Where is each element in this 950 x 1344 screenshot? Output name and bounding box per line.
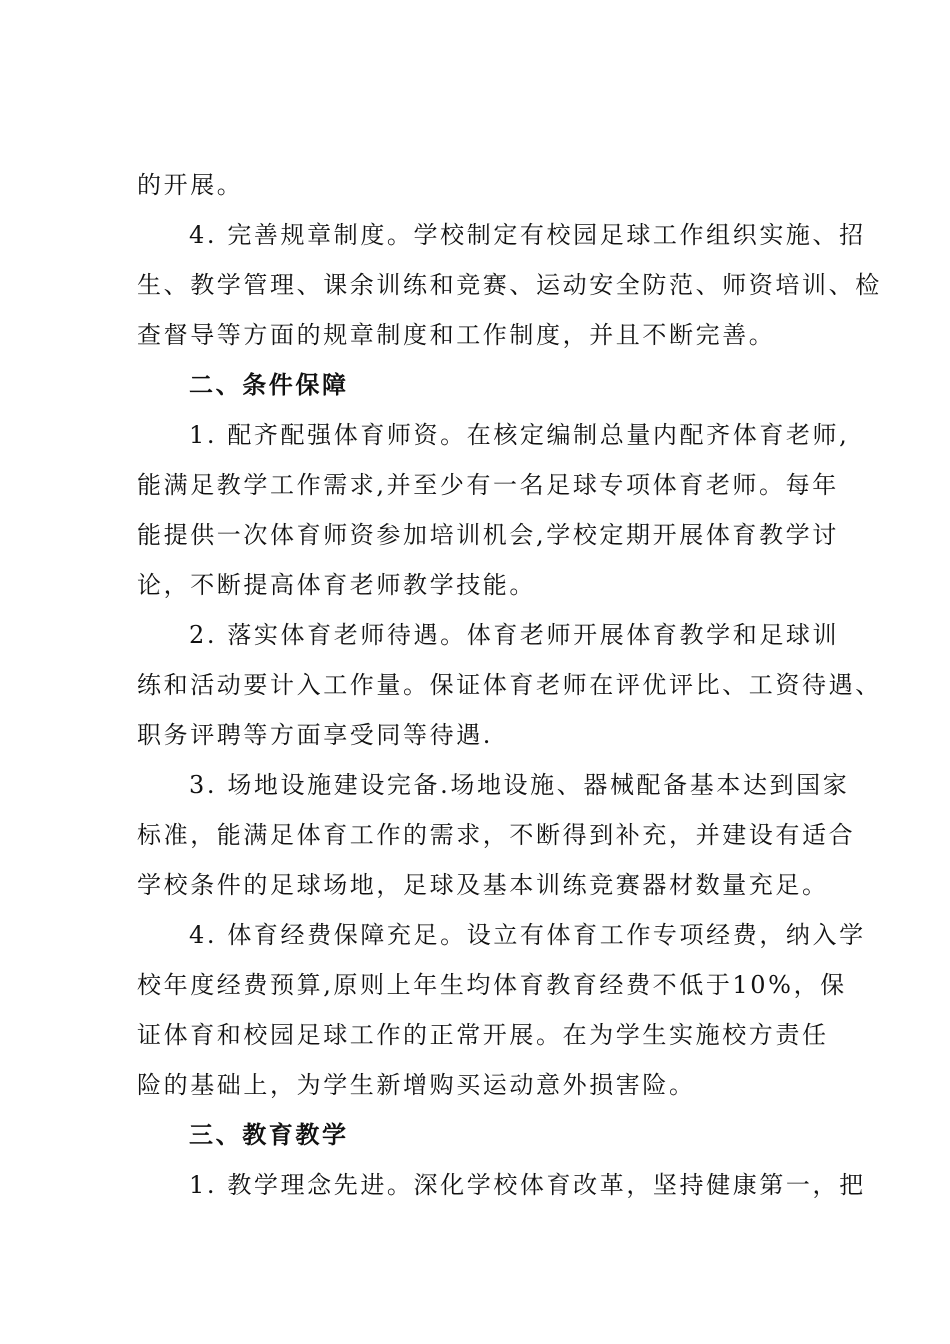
text-line: 3. 场地设施建设完备.场地设施、器械配备基本达到国家 [189, 771, 850, 799]
document-body [137, 160, 882, 1210]
paragraph-facilities [137, 760, 856, 910]
paragraph-rules-system [137, 210, 882, 360]
text-line: 能提供一次体育师资参加培训机会,学校定期开展体育教学讨 [137, 521, 839, 549]
text-line: 生、教学管理、课余训练和竞赛、运动安全防范、师资培训、检 [137, 271, 882, 299]
text-line: 证体育和校园足球工作的正常开展。在为学生实施校方责任 [137, 1021, 829, 1049]
text-line: 能满足教学工作需求,并至少有一名足球专项体育老师。每年 [137, 471, 839, 499]
paragraph-continuation [137, 160, 827, 210]
text-line: 校年度经费预算,原则上年生均体育教育经费不低于10%，保 [137, 971, 847, 999]
paragraph-treatment [137, 610, 882, 760]
text-line: 查督导等方面的规章制度和工作制度，并且不断完善。 [137, 321, 776, 349]
text-line: 的开展。 [137, 171, 244, 199]
text-line: 2. 落实体育老师待遇。体育老师开展体育教学和足球训 [189, 621, 840, 649]
paragraph-funding [137, 910, 866, 1110]
text-line: 职务评聘等方面享受同等待遇. [137, 721, 494, 749]
paragraph-teachers [137, 410, 850, 610]
text-line: 论，不断提高体育老师教学技能。 [137, 571, 536, 599]
text-line: 标准，能满足体育工作的需求，不断得到补充，并建设有适合 [137, 821, 856, 849]
text-line: 4. 完善规章制度。学校制定有校园足球工作组织实施、招 [189, 221, 866, 249]
section-heading-conditions: 二、条件保障 [189, 371, 349, 399]
text-line: 学校条件的足球场地，足球及基本训练竞赛器材数量充足。 [137, 871, 829, 899]
text-line: 1. 配齐配强体育师资。在核定编制总量内配齐体育老师, [189, 421, 850, 449]
section-heading-education: 三、教育教学 [189, 1121, 349, 1149]
text-line: 练和活动要计入工作量。保证体育老师在评优评比、工资待遇、 [137, 671, 882, 699]
text-line: 4. 体育经费保障充足。设立有体育工作专项经费，纳入学 [189, 921, 866, 949]
paragraph-teaching-philosophy [137, 1160, 866, 1210]
text-line: 1. 教学理念先进。深化学校体育改革，坚持健康第一，把 [189, 1171, 866, 1199]
text-line: 险的基础上，为学生新增购买运动意外损害险。 [137, 1071, 696, 1099]
